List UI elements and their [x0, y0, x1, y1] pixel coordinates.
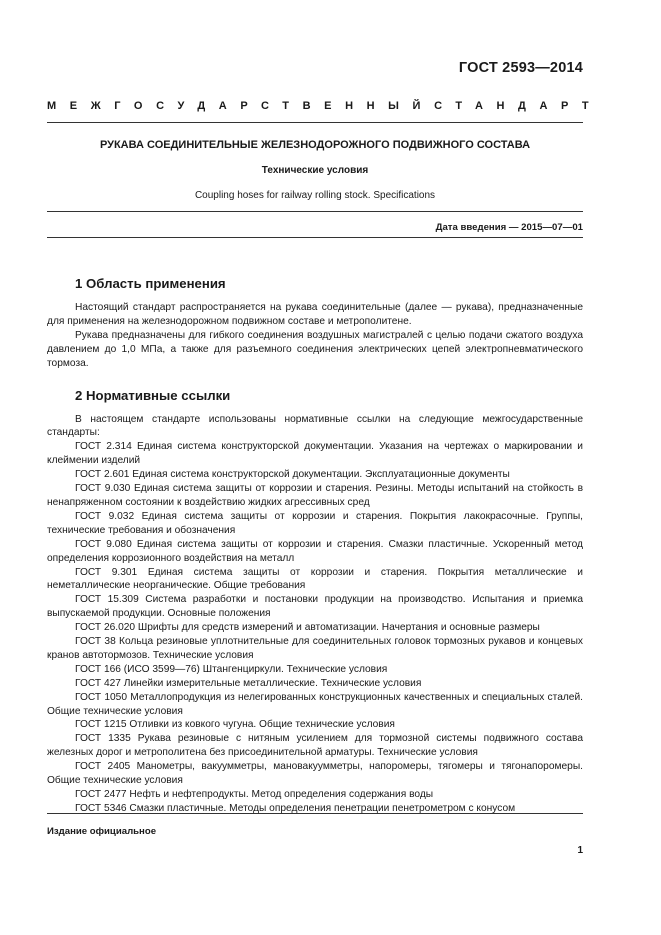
section-heading: 2 Нормативные ссылки [75, 387, 231, 403]
document-subtitle: Технические условия [261, 165, 369, 176]
header-divider [47, 122, 583, 123]
paragraph: Рукава предназначены для гибкого соединения воздушных магистралей с целью подачи сжатого воздуха давлением до 1,0 МПа, а также для разъемного соединения электрических цепей электропневматического тормоза. [47, 329, 583, 369]
reference-item: ГОСТ 38 Кольца резиновые уплотнительные для соединительных головок тормозных рукавов и концевых кранов автотормозов. Технические условия [47, 636, 583, 661]
reference-item: ГОСТ 427 Линейки измерительные металлические. Технические условия [75, 677, 422, 689]
reference-item: ГОСТ 9.032 Единая система защиты от коррозии и старения. Покрытия лакокрасочные. Группы, технические требования и обозначения [47, 510, 583, 536]
interstate-word: МЕЖГОСУДАРСТВЕННЫЙ [47, 100, 435, 112]
interstate-standard-banner [47, 100, 603, 112]
reference-item: ГОСТ 2405 Манометры, вакуумметры, мановакуумметры, напоромеры, тягомеры и тягонапоромеры. Общие технические условия [47, 761, 583, 787]
reference-item: ГОСТ 1050 Металлопродукция из нелегированных конструкционных качественных и специальных сталей. Общие технические условия [47, 691, 583, 717]
reference-item: ГОСТ 9.030 Единая система защиты от коррозии и старения. Резины. Методы испытаний на стойкость в ненапряженном состоянии к воздействию жидких агрессивных сред [47, 483, 583, 508]
page-number: 1 [577, 845, 583, 856]
reference-item: ГОСТ 2.314 Единая система конструкторской документации. Указания на чертежах о маркировании и клеймении изделий [47, 441, 583, 467]
section-heading: 1 Область применения [75, 276, 226, 291]
document-body [47, 275, 583, 816]
reference-item: ГОСТ 15.309 Система разработки и постановки продукции на производство. Испытания и приемка выпускаемой продукции. Основные положения [47, 594, 583, 620]
english-title: Coupling hoses for railway rolling stock. Specifications [194, 190, 436, 201]
reference-item: ГОСТ 9.301 Единая система защиты от коррозии и старения. Покрытия металлические и неметаллические неорганические. Общие требования [47, 566, 583, 592]
footer-divider [47, 813, 583, 814]
reference-item: ГОСТ 1215 Отливки из ковкого чугуна. Общие технические условия [75, 719, 395, 731]
reference-item: ГОСТ 5346 Смазки пластичные. Методы определения пенетрации пенетрометром с конусом [75, 802, 516, 814]
edition-label: Издание официальное [47, 826, 157, 837]
paragraph: В настоящем стандарте использованы нормативные ссылки на следующие межгосударственные стандарты: [47, 413, 583, 439]
document-title: РУКАВА СОЕДИНИТЕЛЬНЫЕ ЖЕЛЕЗНОДОРОЖНОГО ПОДВИЖНОГО СОСТАВА [99, 139, 531, 151]
standard-word: СТАНДАРТ [434, 100, 603, 112]
paragraph: Настоящий стандарт распространяется на рукава соединительные (далее — рукава), предназначенные для применения на железнодорожном подвижном составе и метрополитене. [47, 302, 583, 327]
introduction-date: Дата введения — 2015—07—01 [435, 222, 583, 233]
reference-item: ГОСТ 26.020 Шрифты для средств измерений и автоматизации. Начертания и основные размеры [75, 622, 540, 634]
standard-number: ГОСТ 2593—2014 [458, 60, 583, 76]
reference-item: ГОСТ 2.601 Единая система конструкторской документации. Эксплуатационные документы [75, 469, 510, 481]
reference-item: ГОСТ 2477 Нефть и нефтепродукты. Метод определения содержания воды [75, 789, 434, 800]
reference-item: ГОСТ 166 (ИСО 3599—76) Штангенциркули. Технические условия [75, 663, 388, 675]
title-divider-bottom [47, 237, 583, 238]
reference-item: ГОСТ 9.080 Единая система защиты от коррозии и старения. Смазки пластичные. Ускоренный метод определения коррозионного воздействия на металл [47, 538, 583, 564]
reference-item: ГОСТ 1335 Рукава резиновые с нитяным усилением для тормозной системы подвижного состава железных дорог и метрополитена без присоединительной арматуры. Технические условия [47, 733, 583, 759]
title-divider-top [47, 211, 583, 212]
